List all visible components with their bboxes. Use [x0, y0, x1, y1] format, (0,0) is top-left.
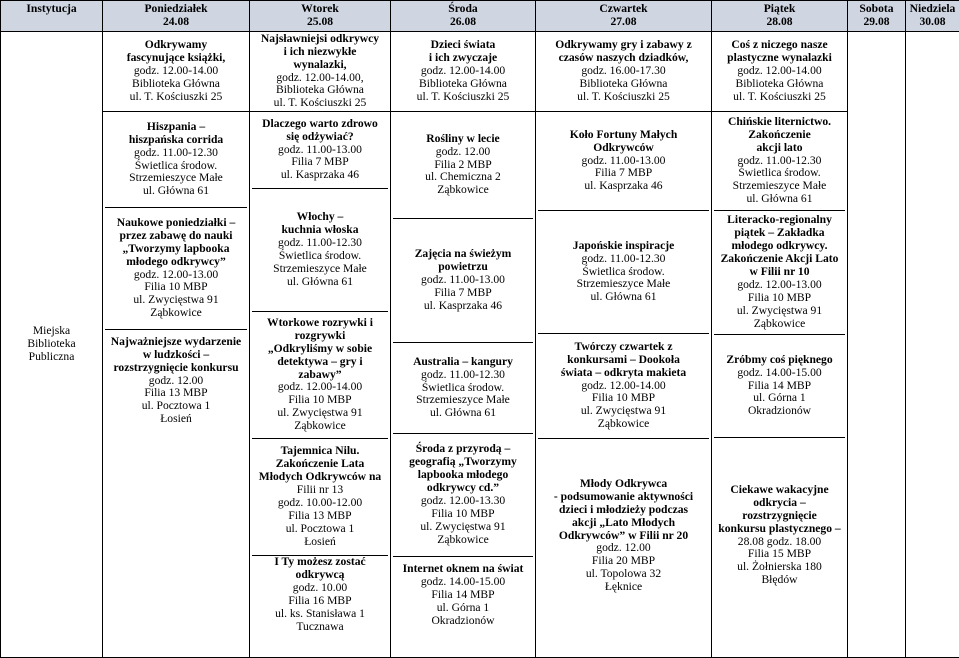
event-title-line: lapbooka młodego	[417, 468, 509, 482]
event-wed-2	[393, 218, 533, 342]
event-detail-line: Błędów	[761, 573, 798, 587]
event-stack	[252, 112, 388, 657]
event-detail-line: Strzemieszyce Małe	[273, 261, 367, 275]
event-title-line: Koło Fortuny Małych	[569, 127, 678, 141]
event-title-line: Zakończenie Lata	[275, 457, 365, 471]
event-tue-3	[252, 311, 388, 438]
event-detail-line: godz. 11.00-12.30	[421, 367, 505, 381]
event-detail-line: godz. 11.00-12.30	[581, 251, 666, 265]
event-stack	[714, 112, 845, 657]
event-title-line: hiszpańska corrida	[128, 132, 224, 146]
event-title-line: Młody Odkrywca	[579, 476, 668, 490]
event-detail-line: Łosień	[160, 412, 192, 426]
event-detail-line: Biblioteka Główna	[579, 76, 668, 90]
event-detail-line: Ząbkowice	[294, 419, 346, 433]
event-title-line: Rośliny w lecie	[426, 131, 500, 145]
event-title-line: Włochy –	[296, 210, 344, 224]
event-title-line: zabawy”	[298, 367, 342, 381]
event-detail-line: Filia 14 MBP	[431, 588, 495, 602]
event-detail-line: godz. 12.00-14.00	[420, 64, 506, 78]
header-day-sat: Sobota 29.08	[848, 1, 906, 32]
event-detail-line: ul. Zwycięstwa 91	[420, 519, 506, 533]
event-detail-line: godz. 12.00-14.00	[737, 64, 822, 78]
event-title-line: Zakończenie	[748, 127, 811, 141]
event-detail-line: ul. Chemiczna 2	[425, 170, 501, 184]
event-title-line: Japońskie inspiracje	[572, 238, 675, 252]
event-detail-line: godz. 11.00-13.00	[581, 153, 666, 167]
event-title-line: się odżywiać?	[286, 129, 354, 143]
event-detail-line: 28.08 godz. 18.00	[737, 534, 822, 548]
event-title-line: Odkrywamy gry i zabawy z	[555, 38, 692, 52]
event-detail-line: godz. 10.00	[292, 581, 348, 595]
event-title-line: kuchnia włoska	[281, 223, 359, 237]
event-title-line: rozstrzygnięcie konkursu	[113, 360, 239, 374]
event-title-line: - podsumowanie aktywności	[553, 489, 694, 503]
event-title-line: i ich zwyczaje	[428, 51, 498, 65]
event-mon-1	[105, 112, 247, 207]
event-detail-line: ul. Zwycięstwa 91	[736, 303, 823, 317]
event-wed-main	[391, 32, 536, 112]
event-fri-1	[714, 112, 845, 210]
row-main-library	[1, 32, 959, 112]
event-detail-line: Ząbkowice	[753, 316, 806, 330]
event-detail-line: godz. 14.00-15.00	[737, 365, 822, 379]
event-detail-line: ul. T. Kościuszki 25	[129, 89, 223, 103]
event-title-line: akcji lato	[756, 140, 803, 154]
institution-cell: Miejska Biblioteka Publiczna	[1, 32, 103, 658]
event-detail-line: Łęknice	[604, 580, 643, 594]
header-day-sun: Niedziela 30.08	[906, 1, 959, 32]
event-mon-3	[105, 329, 247, 432]
event-stack	[538, 112, 709, 657]
header-day-thu: Czwartek 27.08	[536, 1, 712, 32]
event-detail-line: ul. Główna 61	[746, 192, 813, 206]
cell-sun-empty	[906, 32, 959, 658]
event-title-line: konkursami – Dookoła	[567, 352, 680, 366]
event-detail-line: Strzemieszyce Małe	[576, 277, 671, 291]
event-mon-main	[103, 32, 250, 112]
event-wed-1	[393, 112, 533, 218]
event-detail-line: Świetlica środow.	[421, 380, 505, 394]
event-title-line: fascynujące książki,	[126, 51, 226, 65]
event-detail-line: Filia 10 MBP	[591, 391, 656, 405]
event-tue-5	[252, 555, 388, 634]
header-day-mon: Poniedziałek 24.08	[103, 1, 250, 32]
event-detail-line: ul. Zwycięstwa 91	[580, 404, 667, 418]
event-detail-line: ul. Topolowa 32	[585, 567, 662, 581]
event-detail-line: ul. Główna 61	[429, 406, 496, 420]
event-detail-line: Ząbkowice	[150, 306, 202, 320]
event-title-line: i ich niezwykłe	[283, 44, 357, 58]
event-title-line: Australia – kangury	[413, 354, 513, 368]
event-detail-line: ul. Górna 1	[753, 391, 806, 405]
event-wed-4	[393, 433, 533, 556]
event-title-line: Naukowe poniedziałki –	[116, 215, 236, 229]
event-detail-line: ul. T. Kościuszki 25	[416, 89, 510, 103]
event-detail-line: Filia 10 MBP	[288, 393, 352, 407]
event-title-line: Zakończenie Akcji Lato	[720, 252, 839, 266]
col-tue-events	[250, 112, 391, 658]
col-thu-events	[536, 112, 712, 658]
event-detail-line: ul. Kasprzaka 46	[280, 168, 360, 182]
event-title-line: piątek – Zakładka	[734, 226, 825, 240]
event-detail-line: Biblioteka Główna	[276, 83, 364, 97]
event-detail-line: godz. 12.00	[435, 144, 491, 158]
event-detail-line: Filia 16 MBP	[288, 594, 352, 607]
event-title-line: Najważniejsze wydarzenie	[110, 334, 242, 348]
event-detail-line: ul. Kasprzaka 46	[423, 298, 503, 312]
event-title-line: detektywa – gry i	[277, 354, 363, 368]
event-title-line: dzieci i młodzieży podczas	[558, 502, 689, 516]
event-title-line: Tajemnica Nilu.	[280, 444, 360, 458]
event-detail-line: ul. Zwycięstwa 91	[133, 293, 219, 307]
event-detail-line: Filii nr 13	[296, 483, 344, 497]
event-fri-2	[714, 210, 845, 334]
event-fri-3	[714, 334, 845, 437]
event-title-line: młodego odkrywcy”	[126, 254, 226, 268]
event-detail-line: ul. Zwycięstwa 91	[277, 406, 363, 420]
col-fri-events	[712, 112, 848, 658]
event-title-line: Odkrywamy	[144, 38, 208, 52]
event-detail-line: godz. 12.00-13.00	[133, 267, 219, 281]
col-wed-events	[391, 112, 536, 658]
event-detail-line: godz. 12.00-13.00	[737, 277, 822, 291]
event-thu-1	[538, 112, 709, 210]
event-detail-line: Filia 14 MBP	[747, 378, 812, 392]
event-thu-2	[538, 210, 709, 333]
event-title-line: powietrzu	[438, 260, 488, 274]
event-detail-line: godz. 12.00	[596, 541, 651, 555]
event-detail-line: godz. 12.00-14.00	[133, 64, 219, 78]
event-detail-line: godz. 16.00-17.30	[581, 64, 666, 78]
event-title-line: Dzieci świata	[430, 38, 496, 52]
event-detail-line: Filia 7 MBP	[291, 155, 349, 169]
event-title-line: Hiszpania –	[146, 119, 206, 133]
header-day-fri: Piątek 28.08	[712, 1, 848, 32]
event-detail-line: ul. ks. Stanisława 1	[275, 606, 365, 620]
event-detail-line: Świetlica środow.	[738, 166, 821, 180]
header-day-wed: Środa 26.08	[391, 1, 536, 32]
event-detail-line: Filia 10 MBP	[747, 290, 812, 304]
event-detail-line: godz. 12.00-14.00,	[276, 70, 364, 84]
event-detail-line: ul. T. Kościuszki 25	[273, 96, 367, 110]
event-title-line: w ludzkości –	[142, 347, 210, 361]
event-detail-line: Ząbkowice	[437, 183, 489, 197]
event-detail-line: Filia 7 MBP	[594, 166, 653, 180]
event-detail-line: ul. Pocztowa 1	[285, 521, 355, 535]
event-thu-main	[536, 32, 712, 112]
col-mon-events	[103, 112, 250, 658]
event-detail-line: Biblioteka Główna	[419, 76, 507, 90]
event-detail-line: Filia 10 MBP	[144, 280, 208, 294]
event-title-line: wynalazki,	[293, 57, 347, 71]
event-detail-line: ul. Pocztowa 1	[141, 399, 211, 413]
event-title-line: odkrywcą	[295, 568, 345, 582]
event-thu-3	[538, 333, 709, 438]
event-title-line: w Filii nr 10	[749, 265, 810, 279]
event-stack	[393, 112, 533, 657]
event-detail-line: Filia 7 MBP	[434, 285, 492, 299]
event-title-line: Coś z niczego nasze	[731, 38, 828, 52]
event-detail-line: godz. 12.00-14.00	[277, 380, 363, 394]
event-title-line: Najsławniejsi odkrywcy	[260, 31, 380, 45]
event-detail-line: Strzemieszyce Małe	[732, 179, 827, 193]
event-detail-line: godz. 11.00-12.30	[134, 145, 218, 159]
event-wed-3	[393, 342, 533, 433]
event-detail-line: godz. 12.00-13.30	[420, 494, 506, 507]
event-title-line: rozstrzygnięcie	[742, 508, 817, 522]
event-detail-line: godz. 11.00-13.00	[421, 273, 505, 287]
event-detail-line: Świetlica środow.	[134, 158, 218, 172]
event-title-line: Chińskie liternictwo.	[727, 114, 832, 128]
event-detail-line: Filia 15 MBP	[747, 547, 812, 561]
event-title-line: Internet oknem na świat	[402, 562, 524, 576]
event-detail-line: Ząbkowice	[437, 532, 489, 546]
event-detail-line: Okradzionów	[747, 404, 812, 418]
event-title-line: Twórczy czwartek z	[574, 339, 673, 353]
event-title-line: Dlaczego warto zdrowo	[262, 116, 378, 130]
event-detail-line: godz. 11.00-13.00	[278, 142, 362, 156]
event-title-line: Literacko-regionalny	[727, 213, 832, 227]
event-detail-line: ul. Górna 1	[436, 600, 490, 614]
event-detail-line: Ząbkowice	[597, 417, 650, 431]
event-title-line: przez zabawę do nauki	[119, 228, 233, 242]
event-detail-line: godz. 12.00-14.00	[581, 378, 666, 392]
event-title-line: Zróbmy coś pięknego	[726, 352, 833, 366]
event-detail-line: ul. Żołnierska 180	[737, 560, 822, 574]
event-stack	[105, 112, 247, 657]
header-day-tue: Wtorek 25.08	[250, 1, 391, 32]
header-institution: Instytucja	[1, 1, 103, 32]
event-detail-line: godz. 11.00-12.30	[737, 153, 822, 167]
event-detail-line: Świetlica środow.	[582, 264, 665, 278]
event-detail-line: Biblioteka Główna	[132, 76, 220, 90]
event-detail-line: ul. T. Kościuszki 25	[577, 89, 670, 103]
event-detail-line: Filia 13 MBP	[288, 508, 352, 522]
event-wed-5	[393, 556, 533, 634]
event-detail-line: ul. Główna 61	[590, 290, 657, 304]
event-detail-line: Filia 10 MBP	[431, 506, 495, 520]
event-title-line: świata – odkryta makieta	[560, 365, 687, 379]
event-tue-1	[252, 112, 388, 188]
event-detail-line: Strzemieszyce Małe	[416, 393, 510, 407]
event-detail-line: godz. 11.00-12.30	[278, 236, 362, 250]
event-thu-4	[538, 438, 709, 633]
event-detail-line: Łosień	[304, 534, 336, 548]
event-fri-4	[714, 437, 845, 633]
event-title-line: Młodych Odkrywców na	[258, 470, 382, 484]
event-detail-line: ul. Główna 61	[286, 274, 353, 288]
event-fri-main	[712, 32, 848, 112]
event-title-line: odkrycia –	[753, 495, 806, 509]
event-title-line: „Odkryliśmy w sobie	[267, 341, 373, 355]
event-title-line: Ciekawe wakacyjne	[730, 482, 829, 496]
event-detail-line: Tucznawa	[296, 619, 344, 633]
event-detail-line: godz. 12.00	[148, 373, 204, 387]
event-title-line: konkursu plastycznego –	[718, 521, 841, 535]
header-row	[1, 1, 959, 32]
event-detail-line: Okradzionów	[431, 613, 495, 627]
event-detail-line: ul. T. Kościuszki 25	[733, 89, 826, 103]
event-title-line: Odkrywców” w Filii nr 20	[558, 528, 689, 542]
event-detail-line: Filia 20 MBP	[591, 554, 656, 568]
event-title-line: rozgrywki	[294, 328, 346, 342]
event-title-line: Wtorkowe rozrywki i	[266, 315, 374, 329]
event-tue-2	[252, 188, 388, 311]
event-detail-line: Strzemieszyce Małe	[129, 171, 223, 185]
event-title-line: geografią „Tworzymy	[409, 455, 517, 469]
event-title-line: Odkrywców	[593, 140, 654, 154]
event-detail-line: Filia 13 MBP	[144, 386, 208, 400]
event-title-line: Środa z przyrodą –	[415, 442, 511, 456]
event-tue-4	[252, 438, 388, 555]
event-title-line: odkrywcy cd.”	[426, 481, 500, 495]
row-branches	[1, 112, 959, 658]
event-title-line: młodego odkrywcy.	[731, 239, 828, 253]
event-tue-main	[250, 32, 391, 112]
event-title-line: I Ty możesz zostać	[274, 555, 366, 569]
event-detail-line: Świetlica środow.	[278, 249, 362, 262]
event-detail-line: ul. Główna 61	[142, 184, 209, 198]
event-detail-line: Filia 2 MBP	[434, 157, 492, 171]
event-title-line: czasów naszych dziadków,	[558, 51, 689, 65]
event-detail-line: ul. Kasprzaka 46	[584, 179, 663, 193]
event-detail-line: godz. 14.00-15.00	[420, 575, 506, 589]
event-title-line: „Tworzymy lapbooka	[122, 241, 230, 255]
event-title-line: plastyczne wynalazki	[727, 51, 832, 65]
cell-sat-empty	[848, 32, 906, 658]
event-title-line: akcji „Lato Młodych	[571, 515, 676, 529]
event-title-line: Zajęcia na świeżym	[414, 247, 512, 261]
event-detail-line: Biblioteka Główna	[735, 76, 824, 90]
event-mon-2	[105, 207, 247, 329]
event-detail-line: godz. 10.00-12.00	[277, 496, 363, 509]
